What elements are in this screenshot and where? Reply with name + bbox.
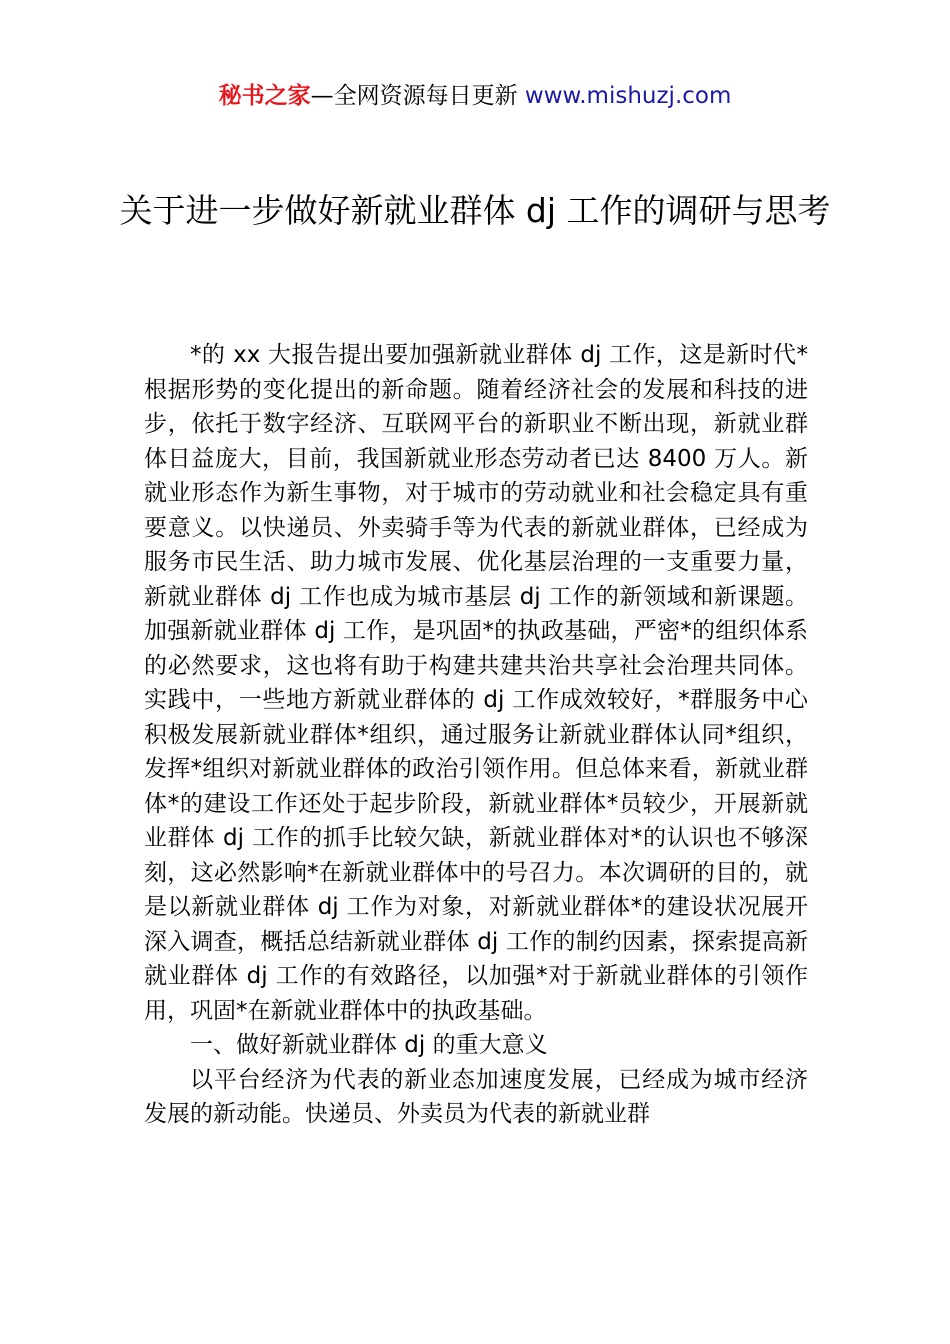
document-title: 关于进一步做好新就业群体 dj 工作的调研与思考 bbox=[119, 191, 831, 230]
site-brand: 秘书之家 bbox=[218, 83, 311, 109]
document-body bbox=[144, 338, 808, 1132]
site-url-link[interactable]: www.mishuzj.com bbox=[524, 83, 732, 109]
section-heading: 一、做好新就业群体 dj 的重大意义 bbox=[190, 1032, 548, 1058]
paragraph-intro: *的 xx 大报告提出要加强新就业群体 dj 工作，这是新时代*根据形势的变化提出的新命题。随着经济社会的发展和科技的进步，依托于数字经济、互联网平台的新职业不断出现，新就业群体日益庞大，目前，我国新就业形态劳动者已达 8400 万人。新就业形态作为新生事物，对于城市的劳动就业和社会稳定具有重要意义。以快递员、外卖骑手等为代表的新就业群体，已经成为服务市民生活、助力城市发展、优化基层治理的一支重要力量，新就业群体 dj 工作也成为城市基层 dj 工作的新领域和新课题。加强新就业群体 dj 工作，是巩固*的执政基础，严密*的组织体系的必然要求，这也将有助于构建共建共治共享社会治理共同体。实践中，一些地方新就业群体的 dj 工作成效较好，*群服务中心积极发展新就业群体*组织，通过服务让新就业群体认同*组织，发挥*组织对新就业群体的政治引领作用。但总体来看，新就业群体*的建设工作还处于起步阶段，新就业群体*员较少，开展新就业群体 dj 工作的抓手比较欠缺，新就业群体对*的认识也不够深刻，这必然影响*在新就业群体中的号召力。本次调研的目的，就是以新就业群体 dj 工作为对象，对新就业群体*的建设状况展开深入调查，概括总结新就业群体 dj 工作的制约因素，探索提高新就业群体 dj 工作的有效路径，以加强*对于新就业群体的引领作用，巩固*在新就业群体中的执政基础。 bbox=[144, 342, 808, 1024]
site-tagline: —全网资源每日更新 bbox=[310, 83, 525, 109]
paragraph-section-one: 以平台经济为代表的新业态加速度发展，已经成为城市经济发展的新动能。快递员、外卖员为代表的新就业群 bbox=[144, 1066, 808, 1127]
site-header bbox=[0, 80, 950, 112]
